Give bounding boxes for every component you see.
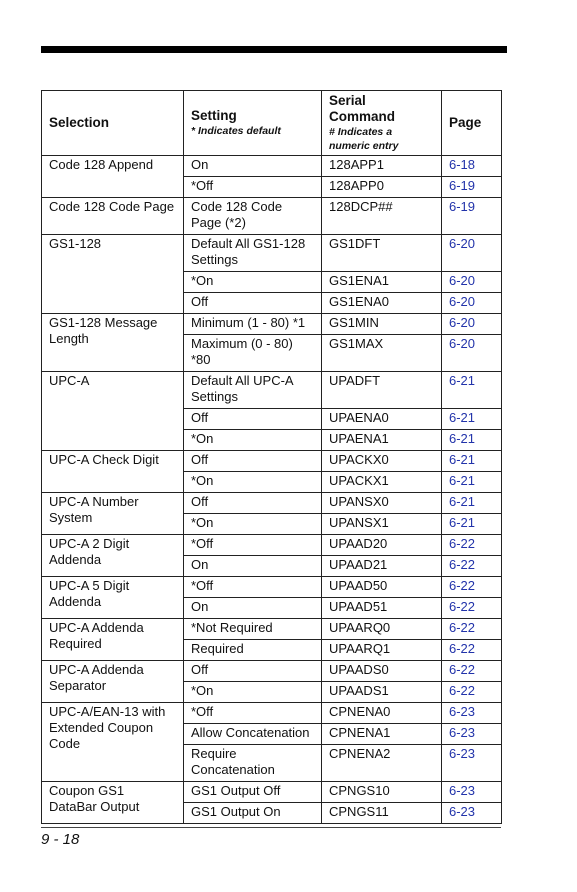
page-link[interactable]: 6-23 — [442, 703, 502, 724]
table-row — [42, 156, 502, 177]
page-link[interactable]: 6-19 — [442, 198, 502, 235]
page-link[interactable]: 6-23 — [442, 803, 502, 824]
setting-cell: *On — [184, 472, 322, 493]
page-link[interactable]: 6-22 — [442, 556, 502, 577]
table-row — [42, 493, 502, 514]
serial-command-cell: UPANSX0 — [322, 493, 442, 514]
page-link[interactable]: 6-22 — [442, 577, 502, 598]
setting-cell: GS1 Output On — [184, 803, 322, 824]
serial-command-cell: CPNENA2 — [322, 745, 442, 782]
serial-command-cell: 128DCP## — [322, 198, 442, 235]
setting-cell: Off — [184, 409, 322, 430]
selection-cell: Code 128 Append — [42, 156, 184, 198]
page-link[interactable]: 6-22 — [442, 619, 502, 640]
header-serial-note: # Indicates a numeric entry — [329, 126, 399, 152]
header-selection-label: Selection — [49, 115, 110, 130]
selection-cell: UPC-A 2 Digit Addenda — [42, 535, 184, 577]
page-link[interactable]: 6-20 — [442, 235, 502, 272]
setting-cell: Maximum (0 - 80) *80 — [184, 335, 322, 372]
table-row — [42, 782, 502, 803]
serial-command-cell: CPNENA1 — [322, 724, 442, 745]
setting-cell: Allow Concatenation — [184, 724, 322, 745]
setting-cell: Require Concatenation — [184, 745, 322, 782]
selection-cell: UPC-A — [42, 372, 184, 451]
setting-cell: Default All UPC-A Settings — [184, 372, 322, 409]
setting-cell: GS1 Output Off — [184, 782, 322, 803]
page-link[interactable]: 6-21 — [442, 472, 502, 493]
serial-command-cell: CPNGS10 — [322, 782, 442, 803]
selection-cell: UPC-A 5 Digit Addenda — [42, 577, 184, 619]
header-serial-label: Serial Command — [329, 93, 396, 124]
selection-cell: UPC-A Addenda Separator — [42, 661, 184, 703]
page-link[interactable]: 6-20 — [442, 272, 502, 293]
setting-cell: *Off — [184, 535, 322, 556]
page-number: 9 - 18 — [41, 831, 80, 848]
setting-cell: Off — [184, 293, 322, 314]
serial-command-cell: UPAENA0 — [322, 409, 442, 430]
page-link[interactable]: 6-21 — [442, 372, 502, 409]
table-row — [42, 577, 502, 598]
setting-cell: Code 128 Code Page (*2) — [184, 198, 322, 235]
page-link[interactable]: 6-22 — [442, 598, 502, 619]
setting-cell: Minimum (1 - 80) *1 — [184, 314, 322, 335]
page-link[interactable]: 6-22 — [442, 640, 502, 661]
serial-command-cell: UPAARQ1 — [322, 640, 442, 661]
setting-cell: *On — [184, 430, 322, 451]
page-link[interactable]: 6-21 — [442, 409, 502, 430]
setting-cell: *Off — [184, 577, 322, 598]
setting-cell: *Not Required — [184, 619, 322, 640]
serial-command-cell: CPNGS11 — [322, 803, 442, 824]
table-row — [42, 451, 502, 472]
serial-command-cell: UPACKX1 — [322, 472, 442, 493]
selection-cell: GS1-128 Message Length — [42, 314, 184, 372]
header-serial-command — [322, 91, 442, 156]
selection-cell: UPC-A Number System — [42, 493, 184, 535]
setting-cell: *On — [184, 272, 322, 293]
serial-command-cell: UPAADS0 — [322, 661, 442, 682]
bottom-rule — [41, 827, 501, 828]
table-row — [42, 235, 502, 272]
header-selection — [42, 91, 184, 156]
setting-cell: *Off — [184, 703, 322, 724]
page-link[interactable]: 6-23 — [442, 724, 502, 745]
serial-command-cell: UPAAD51 — [322, 598, 442, 619]
page-link[interactable]: 6-22 — [442, 661, 502, 682]
page-link[interactable]: 6-23 — [442, 745, 502, 782]
table-body — [42, 156, 502, 824]
serial-command-cell: GS1ENA1 — [322, 272, 442, 293]
selection-cell: GS1-128 — [42, 235, 184, 314]
table-row — [42, 619, 502, 640]
serial-command-cell: 128APP0 — [322, 177, 442, 198]
setting-cell: Off — [184, 451, 322, 472]
page-link[interactable]: 6-23 — [442, 782, 502, 803]
serial-command-cell: UPAARQ0 — [322, 619, 442, 640]
serial-command-cell: UPAAD21 — [322, 556, 442, 577]
serial-command-cell: UPACKX0 — [322, 451, 442, 472]
serial-command-cell: UPAADS1 — [322, 682, 442, 703]
serial-command-cell: GS1DFT — [322, 235, 442, 272]
table-row — [42, 535, 502, 556]
selection-cell: Code 128 Code Page — [42, 198, 184, 235]
setting-cell: *Off — [184, 177, 322, 198]
page-link[interactable]: 6-20 — [442, 335, 502, 372]
page-link[interactable]: 6-20 — [442, 293, 502, 314]
setting-cell: Off — [184, 661, 322, 682]
header-setting — [184, 91, 322, 156]
table-row — [42, 661, 502, 682]
setting-cell: Default All GS1-128 Settings — [184, 235, 322, 272]
serial-command-cell: GS1ENA0 — [322, 293, 442, 314]
setting-cell: On — [184, 556, 322, 577]
serial-command-cell: UPADFT — [322, 372, 442, 409]
setting-cell: *On — [184, 514, 322, 535]
setting-cell: On — [184, 156, 322, 177]
setting-cell: *On — [184, 682, 322, 703]
table-row — [42, 198, 502, 235]
page-link[interactable]: 6-22 — [442, 535, 502, 556]
serial-command-cell: UPANSX1 — [322, 514, 442, 535]
page-link[interactable]: 6-18 — [442, 156, 502, 177]
setting-cell: Off — [184, 493, 322, 514]
serial-command-cell: UPAAD50 — [322, 577, 442, 598]
page-link[interactable]: 6-21 — [442, 493, 502, 514]
serial-command-cell: CPNENA0 — [322, 703, 442, 724]
page-link[interactable]: 6-21 — [442, 514, 502, 535]
top-rule — [41, 46, 507, 53]
page-link[interactable]: 6-22 — [442, 682, 502, 703]
table-header — [42, 91, 502, 156]
serial-command-cell: 128APP1 — [322, 156, 442, 177]
command-table — [41, 90, 502, 824]
table-row — [42, 372, 502, 409]
page-link[interactable]: 6-19 — [442, 177, 502, 198]
header-setting-note: * Indicates default — [191, 125, 281, 137]
serial-command-cell: GS1MAX — [322, 335, 442, 372]
header-page-label: Page — [449, 115, 482, 130]
serial-command-cell: UPAENA1 — [322, 430, 442, 451]
setting-cell: Required — [184, 640, 322, 661]
selection-cell: UPC-A Check Digit — [42, 451, 184, 493]
serial-command-cell: UPAAD20 — [322, 535, 442, 556]
selection-cell: UPC-A/EAN-13 with Extended Coupon Code — [42, 703, 184, 782]
table-row — [42, 314, 502, 335]
serial-command-cell: GS1MIN — [322, 314, 442, 335]
selection-cell: Coupon GS1 DataBar Output — [42, 782, 184, 824]
table-row — [42, 703, 502, 724]
page-link[interactable]: 6-20 — [442, 314, 502, 335]
header-row — [42, 91, 502, 156]
setting-cell: On — [184, 598, 322, 619]
selection-cell: UPC-A Addenda Required — [42, 619, 184, 661]
page-link[interactable]: 6-21 — [442, 451, 502, 472]
header-page — [442, 91, 502, 156]
header-setting-label: Setting — [191, 108, 237, 123]
page-link[interactable]: 6-21 — [442, 430, 502, 451]
